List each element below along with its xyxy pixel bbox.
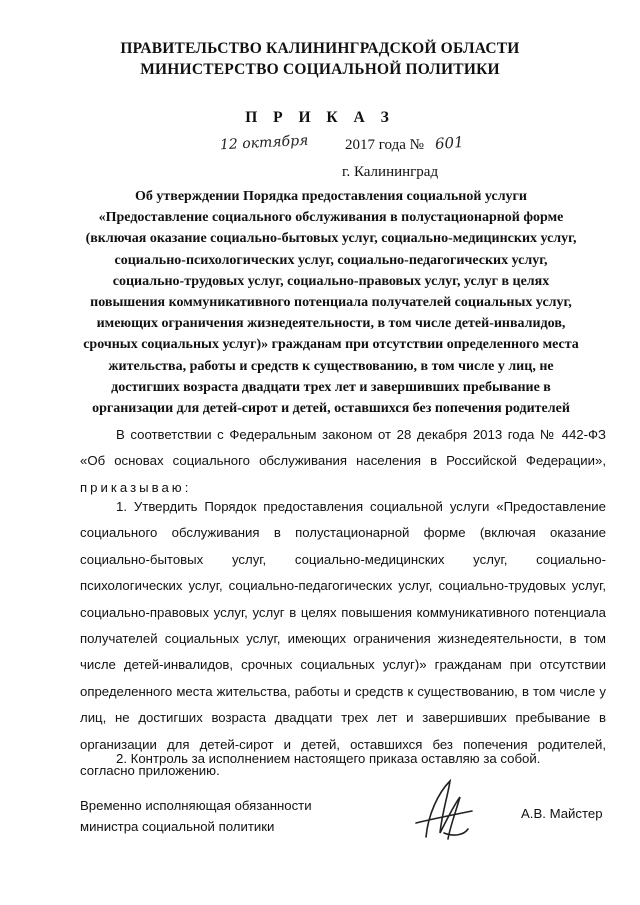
signatory-position-line1: Временно исполняющая обязанности xyxy=(80,798,312,813)
document-type-title: П Р И К А З xyxy=(245,109,395,126)
handwritten-order-number: 601 xyxy=(434,133,465,153)
preamble-text: В соответствии с Федеральным законом от 28 декабря 2013 года № 442-ФЗ «Об основах социального обслуживания населения в Российской Федерации», xyxy=(80,427,606,469)
signatory-position xyxy=(80,795,312,837)
signature-mark xyxy=(398,775,488,850)
city-line: г. Калининград xyxy=(342,164,439,180)
ministry-header-line2: МИНИСТЕРСТВО СОЦИАЛЬНОЙ ПОЛИТИКИ xyxy=(140,61,500,78)
signatory-name: А.В. Майстер xyxy=(521,806,603,821)
ministry-header-line1: ПРАВИТЕЛЬСТВО КАЛИНИНГРАДСКОЙ ОБЛАСТИ xyxy=(120,40,520,57)
order-title: Об утверждении Порядка предоставления социальной услуги «Предоставление социального обслуживания в полустационарной форме (включая оказание социально-бытовых услуг, социально-медицинских услуг, социально-психологических услуг, социально-педагогических услуг, социально-трудовых услуг, социально-правовых услуг, услуг в целях повышения коммуникативного потенциала получателей социальных услуг, имеющих ограничения жизнедеятельности, в том числе детей-инвалидов, срочных социальных услуг)» гражданам при отсутствии определенного места жительства, работы и средств к существованию, в том числе у лиц, не достигших возраста двадцати трех лет и завершивших пребывание в организации для детей-сирот и детей, оставшихся без попечения родителей xyxy=(83,189,579,417)
order-word: приказываю: xyxy=(80,479,192,495)
item-2-paragraph: 2. Контроль за исполнением настоящего приказа оставляю за собой. xyxy=(116,751,541,766)
preamble-paragraph xyxy=(80,422,606,501)
handwritten-date: 12 октября xyxy=(219,132,309,154)
item-1-paragraph: 1. Утвердить Порядок предоставления социальной услуги «Предоставление социального обслуживания в полустационарной форме (включая оказание социально-бытовых услуг, социально-медицинских услуг, социально-психологических услуг, социально-педагогических услуг, социально-трудовых услуг, социально-правовых услуг, услуг в целях повышения коммуникативного потенциала получателей социальных услуг, имеющих ограничения жизнедеятельности, в том числе детей-инвалидов, срочных социальных услуг)» гражданам при отсутствии определенного места жительства, работы и средств к существованию, в том числе у лиц, не достигших возраста двадцати трех лет и завершивших пребывание в организации для детей-сирот и детей, оставшихся без попечения родителей, согласно приложению. xyxy=(80,499,606,779)
signatory-position-line2: министра социальной политики xyxy=(80,819,275,834)
date-year-label: 2017 года № xyxy=(345,137,424,153)
